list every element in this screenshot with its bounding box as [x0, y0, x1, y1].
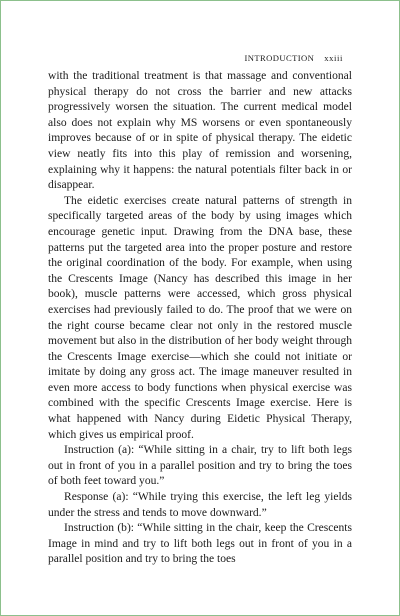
running-head: [245, 53, 344, 63]
paragraph-eidetic-exercises: The eidetic exercises create natural patterns of strength in specifically targeted areas of the body by using images which encourage genetic input. Drawing from the DNA base, these patterns put the targeted area into the proper posture and restore the original coordination of the body. For example, when using the Crescents Image (Nancy has described this image in her book), muscle patterns were accessed, which gross physical exercises had previously failed to do. The proof that we were on the right course became clear not only in the restored muscle movement but also in the distribution of her body weight through the Crescents Image exercise—which she could not initiate or imitate by doing any gross act. The image maneuver resulted in even more access to body functions when physical exercise was combined with the specific Crescents Image exercise. Here is what happened with Nancy during Eidetic Physical Therapy, which gives us empirical proof.: [48, 194, 352, 441]
paragraph-response-a: Response (a): “While trying this exercise, the left leg yields under the stress and tends to move downward.”: [48, 491, 352, 519]
page-number: xxiii: [324, 53, 343, 63]
body-text: [48, 69, 352, 568]
paragraph-continuation: with the traditional treatment is that massage and conventional physical therapy do not cross the barrier and new attacks progressively worsen the situation. The current medical model also does not explain why MS worsens or even spontaneously improves because of or in spite of physical therapy. The eidetic view neatly fits into this play of remission and worsening, explaining why it happens: the natural potentials filter back in or disappear.: [48, 70, 352, 192]
paragraph-instruction-a: Instruction (a): “While sitting in a chair, try to lift both legs out in front of you in a parallel position and try to bring the toes of both feet toward you.”: [48, 444, 352, 488]
paragraph-instruction-b: Instruction (b): “While sitting in the chair, keep the Crescents Image in mind and try to lift both legs out in front of you in a parallel position and try to bring the toes: [48, 522, 352, 566]
running-title: INTRODUCTION: [244, 53, 315, 63]
